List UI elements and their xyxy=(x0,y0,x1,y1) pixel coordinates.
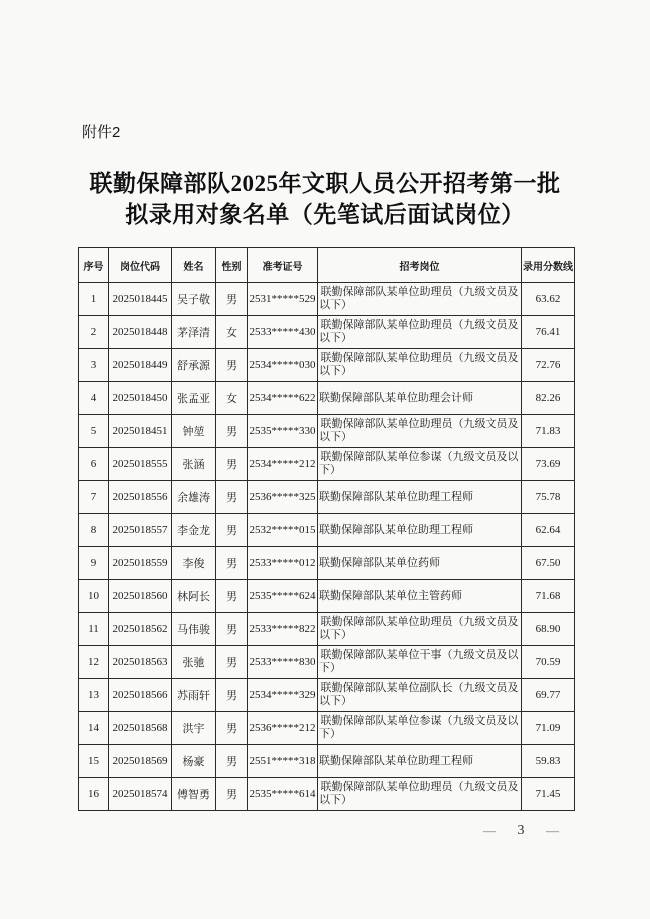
table-row xyxy=(79,382,575,415)
cell-score: 69.77 xyxy=(522,679,575,712)
cell-ticket-number: 2532*****015 xyxy=(248,514,318,547)
table-row xyxy=(79,448,575,481)
cell-ticket-number: 2551*****318 xyxy=(248,745,318,778)
cell-name: 舒承源 xyxy=(172,349,216,382)
table-row xyxy=(79,283,575,316)
cell-position-code: 2025018448 xyxy=(109,316,172,349)
cell-position: 联勤保障部队某单位助理员（九级文员及以下） xyxy=(318,613,522,646)
column-header-ticket: 准考证号 xyxy=(248,248,318,283)
cell-gender: 男 xyxy=(216,580,248,613)
cell-position: 联勤保障部队某单位药师 xyxy=(318,547,522,580)
cell-position: 联勤保障部队某单位参谋（九级文员及以下） xyxy=(318,712,522,745)
cell-seq: 6 xyxy=(79,448,109,481)
cell-ticket-number: 2536*****325 xyxy=(248,481,318,514)
page-number-dash-right: — xyxy=(546,823,559,838)
cell-position-code: 2025018574 xyxy=(109,778,172,811)
cell-position-code: 2025018450 xyxy=(109,382,172,415)
table-row xyxy=(79,547,575,580)
cell-position-code: 2025018451 xyxy=(109,415,172,448)
cell-seq: 16 xyxy=(79,778,109,811)
table-row xyxy=(79,745,575,778)
table-row xyxy=(79,415,575,448)
page-number-dash-left: — xyxy=(483,823,496,838)
cell-position: 联勤保障部队某单位助理工程师 xyxy=(318,514,522,547)
cell-position-code: 2025018449 xyxy=(109,349,172,382)
cell-seq: 4 xyxy=(79,382,109,415)
cell-ticket-number: 2535*****624 xyxy=(248,580,318,613)
column-header-position: 招考岗位 xyxy=(318,248,522,283)
column-header-name: 姓名 xyxy=(172,248,216,283)
cell-gender: 男 xyxy=(216,415,248,448)
cell-name: 张孟亚 xyxy=(172,382,216,415)
cell-ticket-number: 2534*****329 xyxy=(248,679,318,712)
column-header-gender: 性别 xyxy=(216,248,248,283)
cell-gender: 男 xyxy=(216,778,248,811)
page-title-line1: 联勤保障部队2025年文职人员公开招考第一批 xyxy=(89,171,561,196)
cell-score: 72.76 xyxy=(522,349,575,382)
cell-ticket-number: 2535*****614 xyxy=(248,778,318,811)
cell-position-code: 2025018569 xyxy=(109,745,172,778)
page-number-value: 3 xyxy=(517,823,525,838)
cell-name: 马伟骏 xyxy=(172,613,216,646)
table-row xyxy=(79,679,575,712)
table-row xyxy=(79,514,575,547)
cell-position: 联勤保障部队某单位助理工程师 xyxy=(318,745,522,778)
cell-seq: 8 xyxy=(79,514,109,547)
cell-position-code: 2025018568 xyxy=(109,712,172,745)
cell-position-code: 2025018559 xyxy=(109,547,172,580)
cell-gender: 男 xyxy=(216,481,248,514)
cell-position: 联勤保障部队某单位助理员（九级文员及以下） xyxy=(318,349,522,382)
table-header xyxy=(79,248,575,283)
cell-score: 71.83 xyxy=(522,415,575,448)
cell-score: 71.09 xyxy=(522,712,575,745)
cell-position: 联勤保障部队某单位助理工程师 xyxy=(318,481,522,514)
table-header-row xyxy=(79,248,575,283)
cell-seq: 3 xyxy=(79,349,109,382)
page-title-line2: 拟录用对象名单（先笔试后面试岗位） xyxy=(125,202,525,227)
table-body xyxy=(79,283,575,811)
cell-position-code: 2025018560 xyxy=(109,580,172,613)
cell-ticket-number: 2534*****622 xyxy=(248,382,318,415)
cell-score: 71.45 xyxy=(522,778,575,811)
cell-gender: 女 xyxy=(216,382,248,415)
cell-ticket-number: 2534*****030 xyxy=(248,349,318,382)
cell-name: 李俊 xyxy=(172,547,216,580)
cell-ticket-number: 2533*****830 xyxy=(248,646,318,679)
table-row xyxy=(79,316,575,349)
cell-ticket-number: 2531*****529 xyxy=(248,283,318,316)
cell-name: 洪宇 xyxy=(172,712,216,745)
cell-ticket-number: 2536*****212 xyxy=(248,712,318,745)
cell-ticket-number: 2535*****330 xyxy=(248,415,318,448)
cell-name: 张涵 xyxy=(172,448,216,481)
cell-gender: 女 xyxy=(216,316,248,349)
cell-ticket-number: 2534*****212 xyxy=(248,448,318,481)
cell-name: 李金龙 xyxy=(172,514,216,547)
cell-seq: 15 xyxy=(79,745,109,778)
cell-position: 联勤保障部队某单位干事（九级文员及以下） xyxy=(318,646,522,679)
table-row xyxy=(79,646,575,679)
cell-seq: 9 xyxy=(79,547,109,580)
cell-gender: 男 xyxy=(216,613,248,646)
cell-score: 62.64 xyxy=(522,514,575,547)
table-row xyxy=(79,778,575,811)
page-title xyxy=(0,168,650,230)
cell-seq: 2 xyxy=(79,316,109,349)
cell-seq: 10 xyxy=(79,580,109,613)
cell-name: 林阿长 xyxy=(172,580,216,613)
cell-position: 联勤保障部队某单位主管药师 xyxy=(318,580,522,613)
cell-score: 76.41 xyxy=(522,316,575,349)
cell-seq: 14 xyxy=(79,712,109,745)
table-row xyxy=(79,349,575,382)
cell-seq: 7 xyxy=(79,481,109,514)
cell-gender: 男 xyxy=(216,646,248,679)
column-header-code: 岗位代码 xyxy=(109,248,172,283)
cell-score: 68.90 xyxy=(522,613,575,646)
cell-position: 联勤保障部队某单位助理会计师 xyxy=(318,382,522,415)
cell-position-code: 2025018445 xyxy=(109,283,172,316)
cell-position-code: 2025018563 xyxy=(109,646,172,679)
cell-ticket-number: 2533*****430 xyxy=(248,316,318,349)
cell-seq: 13 xyxy=(79,679,109,712)
column-header-score: 录用分数线 xyxy=(522,248,575,283)
cell-ticket-number: 2533*****012 xyxy=(248,547,318,580)
table-row xyxy=(79,613,575,646)
cell-position-code: 2025018562 xyxy=(109,613,172,646)
table-row xyxy=(79,712,575,745)
cell-score: 71.68 xyxy=(522,580,575,613)
cell-name: 傅智勇 xyxy=(172,778,216,811)
cell-seq: 11 xyxy=(79,613,109,646)
cell-score: 59.83 xyxy=(522,745,575,778)
cell-position: 联勤保障部队某单位助理员（九级文员及以下） xyxy=(318,415,522,448)
cell-name: 钟堃 xyxy=(172,415,216,448)
table-row xyxy=(79,580,575,613)
attachment-label: 附件2 xyxy=(82,124,121,141)
cell-name: 苏雨轩 xyxy=(172,679,216,712)
cell-position-code: 2025018566 xyxy=(109,679,172,712)
cell-seq: 1 xyxy=(79,283,109,316)
cell-name: 杨豪 xyxy=(172,745,216,778)
cell-score: 73.69 xyxy=(522,448,575,481)
recruitment-roster-table xyxy=(78,247,575,811)
cell-score: 70.59 xyxy=(522,646,575,679)
cell-gender: 男 xyxy=(216,514,248,547)
page-number xyxy=(483,823,559,839)
cell-position: 联勤保障部队某单位助理员（九级文员及以下） xyxy=(318,316,522,349)
cell-position: 联勤保障部队某单位助理员（九级文员及以下） xyxy=(318,283,522,316)
cell-position: 联勤保障部队某单位副队长（九级文员及以下） xyxy=(318,679,522,712)
cell-seq: 12 xyxy=(79,646,109,679)
cell-name: 吴子敬 xyxy=(172,283,216,316)
cell-seq: 5 xyxy=(79,415,109,448)
cell-name: 余雄涛 xyxy=(172,481,216,514)
cell-score: 63.62 xyxy=(522,283,575,316)
cell-gender: 男 xyxy=(216,349,248,382)
cell-score: 75.78 xyxy=(522,481,575,514)
cell-position: 联勤保障部队某单位参谋（九级文员及以下） xyxy=(318,448,522,481)
cell-gender: 男 xyxy=(216,679,248,712)
cell-gender: 男 xyxy=(216,448,248,481)
cell-gender: 男 xyxy=(216,283,248,316)
cell-name: 茅泽清 xyxy=(172,316,216,349)
cell-score: 67.50 xyxy=(522,547,575,580)
cell-score: 82.26 xyxy=(522,382,575,415)
cell-ticket-number: 2533*****822 xyxy=(248,613,318,646)
cell-position-code: 2025018555 xyxy=(109,448,172,481)
cell-gender: 男 xyxy=(216,712,248,745)
cell-gender: 男 xyxy=(216,745,248,778)
table-row xyxy=(79,481,575,514)
cell-position-code: 2025018556 xyxy=(109,481,172,514)
cell-position: 联勤保障部队某单位助理员（九级文员及以下） xyxy=(318,778,522,811)
cell-name: 张驰 xyxy=(172,646,216,679)
cell-position-code: 2025018557 xyxy=(109,514,172,547)
cell-gender: 男 xyxy=(216,547,248,580)
column-header-seq: 序号 xyxy=(79,248,109,283)
